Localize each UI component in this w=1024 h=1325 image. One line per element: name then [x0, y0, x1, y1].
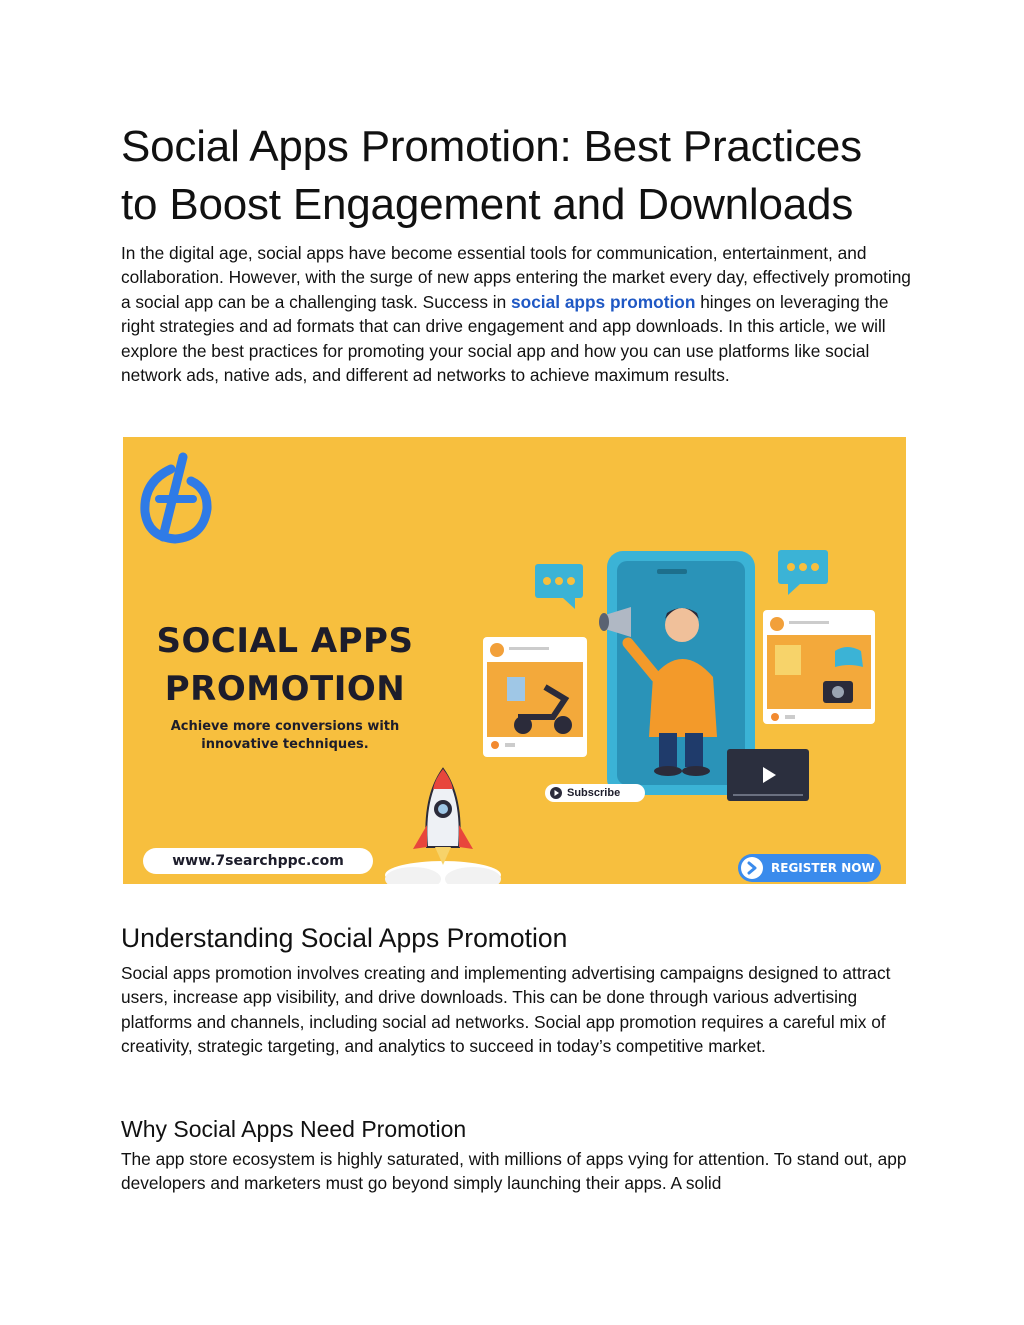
title-line-1: Social Apps Promotion: Best Practices: [121, 122, 862, 171]
register-now-badge: [738, 854, 881, 882]
section-why-promotion: [121, 1114, 911, 1196]
article: [121, 118, 911, 387]
intro-text-before-link: In the digital age, social apps have become essential tools for communication, entertainment, and collaboration. However, with the surge of new apps entering the market every day, effectively promoting a social app can be a challenging task. Success in: [121, 243, 911, 312]
post-card-right: [763, 610, 875, 724]
play-circle-icon: [549, 786, 563, 800]
section-heading-why-promotion: Why Social Apps Need Promotion: [121, 1116, 467, 1142]
register-now-label: REGISTER NOW: [771, 861, 875, 875]
chat-bubble-right-icon: [778, 550, 828, 595]
promo-banner-image: [123, 437, 906, 884]
subscribe-badge: [545, 784, 645, 802]
article-title: [121, 118, 911, 234]
chat-bubble-left-icon: [535, 564, 583, 609]
section-heading-understanding: Understanding Social Apps Promotion: [121, 923, 568, 953]
section-body-why-promotion: The app store ecosystem is highly saturated, with millions of apps vying for attention. To stand out, app developers and marketers must go beyond simply launching their apps. A solid: [121, 1149, 907, 1194]
subscribe-label: Subscribe: [567, 787, 621, 799]
post-card-left: [483, 637, 587, 757]
brand-logo-icon: [145, 457, 207, 539]
banner-subtitle-line-2: innovative techniques.: [201, 737, 369, 752]
banner-url: www.7searchppc.com: [143, 848, 373, 874]
banner-title-line-1: SOCIAL APPS: [156, 621, 414, 661]
banner-title-line-2: PROMOTION: [164, 669, 406, 709]
section-body-understanding: Social apps promotion involves creating and implementing advertising campaigns designed to attract users, increase app visibility, and drive downloads. This can be done through various advertising platforms and channels, including social ad networks. Social app promotion requires a careful mix of creativity, strategic targeting, and analytics to succeed in today’s competitive market.: [121, 963, 891, 1057]
intro-text-after-link: hinges on leveraging the right strategies and ad formats that can drive engagement and app downloads. In this article, we will explore the best practices for promoting your social app and how you can use platforms like social network ads, native ads, and different ad networks to achieve maximum results.: [121, 291, 889, 386]
video-player-icon: [727, 749, 809, 801]
rocket-icon: [385, 769, 501, 884]
section-understanding: [121, 921, 911, 1059]
social-apps-promotion-link[interactable]: social apps promotion: [511, 291, 696, 312]
intro-paragraph: [121, 241, 911, 387]
banner-subtitle-line-1: Achieve more conversions with: [170, 719, 400, 734]
banner-subtitle: [150, 718, 420, 754]
banner-title: [150, 617, 420, 713]
title-line-2: to Boost Engagement and Downloads: [121, 180, 854, 229]
arrow-right-icon: [741, 857, 763, 879]
